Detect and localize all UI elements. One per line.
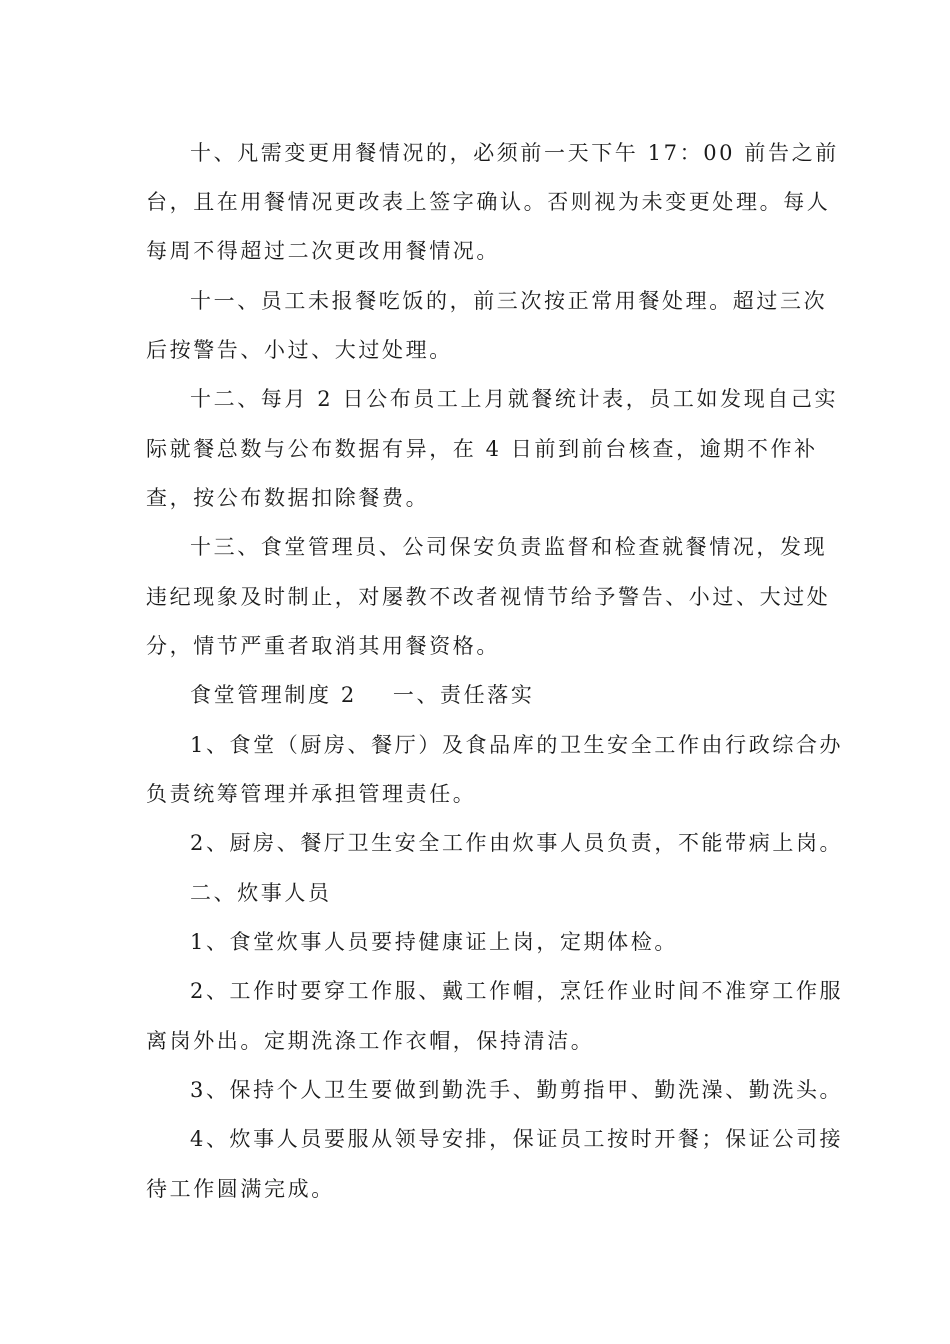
para-13-line-3: 分，情节严重者取消其用餐资格。 [146, 634, 500, 658]
para-10-line-3: 每周不得超过二次更改用餐情况。 [146, 239, 500, 263]
para-10-line-1: 十、凡需变更用餐情况的，必须前一天下午 17：00 前告之前 [190, 141, 839, 165]
para-12-line-2: 际就餐总数与公布数据有异，在 4 日前到前台核查，逾期不作补 [146, 437, 818, 461]
item-1-line-2: 负责统筹管理并承担管理责任。 [146, 782, 477, 806]
staff-3-line-1: 3、保持个人卫生要做到勤洗手、勤剪指甲、勤洗澡、勤洗头。 [190, 1078, 844, 1102]
para-13-line-1: 十三、食堂管理员、公司保安负责监督和检查就餐情况，发现 [190, 535, 828, 559]
section-subtitle: 一、责任落实 [392, 683, 535, 707]
staff-4-line-1: 4、炊事人员要服从领导安排，保证员工按时开餐；保证公司接 [190, 1127, 844, 1151]
staff-2-line-2: 离岗外出。定期洗涤工作衣帽，保持清洁。 [146, 1029, 595, 1053]
item-2-line-1: 2、厨房、餐厅卫生安全工作由炊事人员负责，不能带病上岗。 [190, 831, 844, 855]
staff-4-line-2: 待工作圆满完成。 [146, 1177, 335, 1201]
para-11-line-1: 十一、员工未报餐吃饭的，前三次按正常用餐处理。超过三次 [190, 289, 828, 313]
para-11-line-2: 后按警告、小过、大过处理。 [146, 338, 453, 362]
staff-1-line-1: 1、食堂炊事人员要持健康证上岗，定期体检。 [190, 930, 678, 954]
section-heading [190, 681, 860, 709]
para-10-line-2: 台，且在用餐情况更改表上签字确认。否则视为未变更处理。每人 [146, 190, 831, 214]
staff-heading: 二、炊事人员 [190, 881, 332, 905]
item-1-line-1: 1、食堂（厨房、餐厅）及食品库的卫生安全工作由行政综合办 [190, 733, 844, 757]
section-title: 食堂管理制度 2 [190, 683, 357, 707]
para-12-line-3: 查，按公布数据扣除餐费。 [146, 486, 430, 510]
para-13-line-2: 违纪现象及时制止，对屡教不改者视情节给予警告、小过、大过处 [146, 585, 831, 609]
staff-2-line-1: 2、工作时要穿工作服、戴工作帽，烹饪作业时间不准穿工作服 [190, 979, 844, 1003]
para-12-line-1: 十二、每月 2 日公布员工上月就餐统计表，员工如发现自己实 [190, 387, 839, 411]
